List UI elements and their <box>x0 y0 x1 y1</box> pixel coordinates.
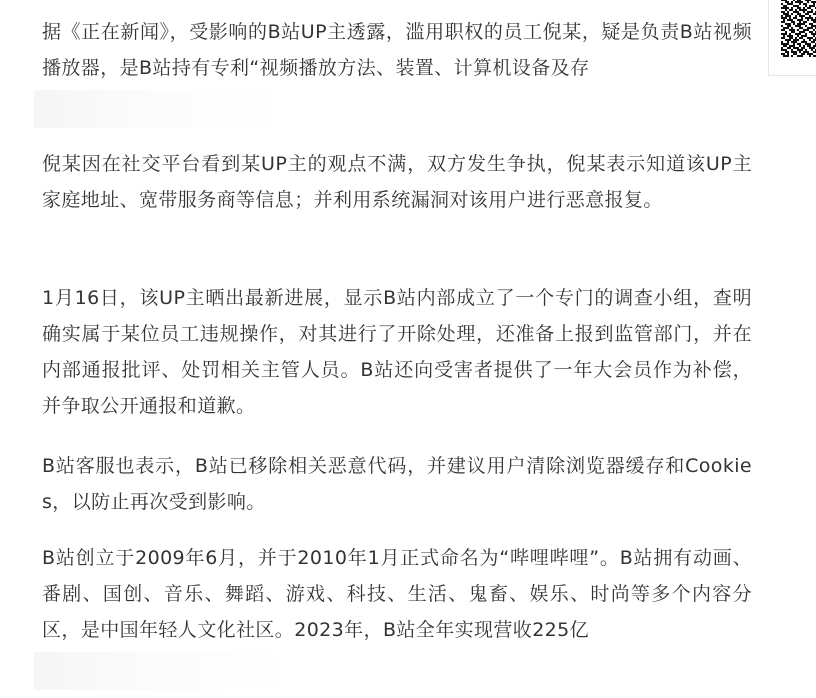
article-paragraph-3: 1月16日，该UP主晒出最新进展，显示B站内部成立了一个专门的调查小组，查明确实属于某位员工违规操作，对其进行了开除处理，还准备上报到监管部门，并在内部通报批评、处罚相关主管人员。B站还向受害者提供了一年大会员作为补偿，并争取公开通报和道歉。 <box>42 287 752 417</box>
article-paragraph-5: B站创立于2009年6月，并于2010年1月正式命名为“哔哩哔哩”。B站拥有动画、番剧、国创、音乐、舞蹈、游戏、科技、生活、鬼畜、娱乐、时尚等多个内容分区，是中国年轻人文化社区。2023年，B站全年实现营收225亿 <box>42 547 752 641</box>
faded-line-overlay <box>34 652 294 690</box>
article-paragraph-4: B站客服也表示，B站已移除相关恶意代码，并建议用户清除浏览器缓存和Cookies，以防止再次受到影响。 <box>42 455 752 513</box>
faded-line-overlay <box>34 90 284 128</box>
article-paragraph-1: 据《正在新闻》，受影响的B站UP主透露，滥用职权的员工倪某，疑是负责B站视频播放器，是B站持有专利“视频播放方法、装置、计算机设备及存 <box>42 21 752 79</box>
qr-code-icon <box>781 0 816 57</box>
qr-code-card[interactable] <box>768 0 816 76</box>
article-paragraph-2: 倪某因在社交平台看到某UP主的观点不满，双方发生争执，倪某表示知道该UP主家庭地址、宽带服务商等信息；并利用系统漏洞对该用户进行恶意报复。 <box>42 153 752 211</box>
